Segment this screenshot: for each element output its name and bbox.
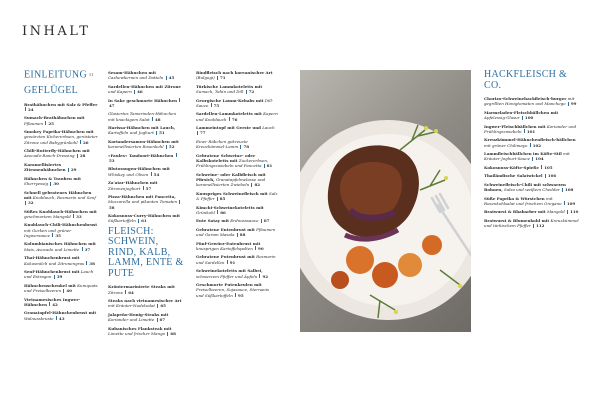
- page-number: 72: [248, 89, 255, 95]
- toc-entry[interactable]: [484, 218, 580, 229]
- recipe-title: Schnell gebratenes Hähnchen mit: [24, 189, 92, 200]
- recipe-title: Kolumbianisches Hähnchen mit: [24, 241, 96, 247]
- recipe-title: Brathähnchen mit Salz & Pfeffer: [24, 101, 98, 107]
- recipe-title: Fünf-Gewürz-Entenbrust mit: [196, 240, 261, 246]
- page-number: 109: [566, 200, 576, 206]
- page-number: 87: [263, 218, 270, 224]
- recipe-subtitle: Kreuzkümmel und türkischem Pfeffer: [484, 217, 579, 229]
- toc-entry[interactable]: [196, 227, 278, 238]
- recipe-subtitle: Salsa und weißem Cheddar: [504, 187, 560, 193]
- page-separator: [25, 107, 26, 111]
- recipe-title: Jalapeño-Honig-Steaks mit: [108, 311, 169, 317]
- page-separator: [166, 76, 167, 80]
- page-number: 91: [229, 259, 236, 265]
- recipe-subtitle: Kumquats und Preiselbeeren: [24, 282, 98, 294]
- page-separator: [259, 274, 260, 278]
- recipe-subtitle: Rosmarin und Sardellen: [196, 254, 276, 265]
- recipe-subtitle: Glasiertes Tamarinden-Hähnchen mit knackigem Salat: [108, 111, 177, 122]
- apricot: [372, 262, 398, 288]
- page-separator: [77, 154, 78, 158]
- page-number: 106: [547, 173, 557, 179]
- toc-entry[interactable]: [24, 148, 98, 159]
- apricot: [331, 271, 349, 289]
- page-separator: [68, 168, 69, 172]
- recipe-title: »Faules« Tandoori-Hähnchen: [108, 152, 174, 158]
- recipe-title: Ingwer-Fleischbällchen mit: [484, 123, 546, 129]
- toc-entry[interactable]: [108, 139, 184, 150]
- apricot: [398, 253, 422, 277]
- page-separator: [261, 219, 262, 223]
- page-separator: [179, 98, 180, 102]
- toc-column-4: [484, 70, 580, 232]
- toc-entry[interactable]: [108, 166, 184, 177]
- recipe-subtitle: Walnusskruste: [24, 315, 54, 321]
- page-number: 100: [524, 115, 534, 121]
- page-number: 81: [266, 163, 273, 169]
- page-number: 82: [254, 182, 261, 188]
- page-separator: [217, 76, 218, 80]
- recipe-title: Türkische Lammkoteletts mit: [196, 83, 263, 89]
- page-number: 47: [109, 102, 115, 108]
- toc-entry[interactable]: [24, 241, 98, 252]
- lamb-dish-illustration: [300, 70, 471, 332]
- toc-entry[interactable]: [484, 182, 580, 193]
- recipe-subtitle: Apfelessig-Glasur: [484, 115, 520, 121]
- recipe-subtitle: Lauch: [262, 125, 275, 131]
- toc-entry[interactable]: [196, 241, 278, 252]
- page-number: 65: [160, 303, 166, 309]
- section-heading: FLEISCH: SCHWEIN, RIND, KALB, LAMM, ENTE & PUTE: [108, 225, 184, 279]
- recipe-title: Schweinefleisch-Chili mit schwarzen Bohnen,: [484, 181, 566, 193]
- page-separator: [217, 210, 218, 214]
- toc-entry[interactable]: [108, 180, 184, 191]
- page-number: 110: [570, 209, 579, 215]
- toc-entry[interactable]: [108, 284, 184, 295]
- recipe-title: Harissa-Hähnchen mit Lauch,: [108, 125, 176, 131]
- recipe-subtitle: knusprigen Kartoffelspalten: [196, 245, 253, 251]
- recipe-title: Schweine- oder Kalbfleisch mit Pfirsich,: [196, 171, 266, 183]
- toc-entry[interactable]: [196, 84, 278, 95]
- page-number: 57: [145, 185, 152, 191]
- page-number: 85: [219, 196, 226, 202]
- recipe-title: Sesam-Hähnchen mit: [108, 70, 157, 75]
- page-number: 95: [238, 292, 244, 298]
- page-separator: [240, 145, 241, 149]
- recipe-subtitle: Pflaumen: [24, 120, 44, 126]
- page-separator: [246, 90, 247, 94]
- recipe-title: Za'atar-Hähnchen mit: [108, 180, 158, 186]
- recipe-title: Hähnchen & Trauben mit: [24, 175, 81, 181]
- toc-entry[interactable]: [196, 111, 278, 122]
- page-number: 30: [53, 181, 59, 187]
- page-number: 29: [70, 167, 77, 173]
- page-number: 58: [109, 204, 115, 210]
- page-number: 39: [56, 274, 63, 280]
- recipe-title: Sumach-Brathähnchen mit: [24, 115, 85, 121]
- recipe-subtitle: karamellisierten Rosenkohl: [108, 144, 164, 150]
- recipe-title: Kubanisches Flanksteak mit: [108, 325, 172, 331]
- toc-entry[interactable]: [24, 297, 98, 308]
- page-number: 61: [141, 218, 147, 224]
- recipe-subtitle: Mais, Avocado und Limette: [24, 246, 80, 252]
- section-heading: EINLEITUNG 11: [24, 69, 94, 81]
- page-separator: [197, 131, 198, 135]
- toc-entry[interactable]: [108, 326, 184, 337]
- recipe-subtitle: Salz & Pfeffer: [196, 190, 278, 202]
- page-number: 86: [220, 209, 226, 215]
- page-number: 25: [48, 120, 54, 126]
- page-separator: [138, 219, 139, 223]
- page-number: 77: [200, 130, 206, 136]
- recipe-subtitle: Granatapfelmelasse und karamellisierten Zwiebeln: [196, 177, 266, 188]
- page-separator: [524, 129, 525, 133]
- toc-entry[interactable]: [24, 102, 98, 113]
- page-number: 37: [84, 246, 91, 252]
- page-number: 40: [66, 288, 72, 294]
- page-number: 33: [76, 213, 82, 219]
- page-separator: [564, 201, 565, 205]
- page-separator: [568, 102, 569, 106]
- recipe-subtitle: Mangold: [546, 209, 565, 215]
- toc-entry[interactable]: [108, 84, 184, 95]
- page-separator: [533, 224, 534, 228]
- recipe-subtitle: mit grüner Chilimayo: [484, 142, 528, 148]
- toc-entry[interactable]: [196, 218, 278, 223]
- toc-entry[interactable]: [484, 209, 580, 214]
- apricot: [422, 235, 442, 255]
- toc-entry[interactable]: [196, 70, 278, 81]
- recipe-title: Bratwurst & Blumenkohl mit: [484, 217, 550, 223]
- page-separator: [125, 290, 126, 294]
- recipe-title: Gebratene Entenbrust mit: [196, 226, 255, 232]
- toc-column-1: [24, 70, 98, 324]
- recipe-subtitle: mit Kräuter-Joghurt-Sauce: [484, 151, 570, 162]
- recipe-subtitle: Dill-Sauce: [196, 97, 274, 108]
- page-number: 78: [243, 144, 250, 150]
- section-heading: HACKFLEISCH & CO.: [484, 69, 568, 91]
- page-separator: [217, 197, 218, 201]
- section-heading: GEFLÜGEL: [24, 85, 79, 97]
- toc-entry[interactable]: [484, 124, 580, 135]
- page-number: 32: [28, 200, 34, 206]
- toc-entry[interactable]: [196, 139, 278, 150]
- page-separator: [49, 302, 50, 306]
- page-number: 99: [570, 101, 577, 107]
- page-separator: [73, 214, 74, 218]
- page-number: 46: [137, 89, 143, 95]
- page-number: 64: [128, 289, 134, 295]
- page-separator: [45, 121, 46, 125]
- page-separator: [179, 200, 180, 204]
- page-title: INHALT: [22, 24, 91, 39]
- recipe-subtitle: Koriander und Frühlingszwiebeln: [484, 123, 577, 134]
- recipe-title: Gebratene Putenbrust mit: [196, 254, 255, 260]
- toc-entry[interactable]: [24, 269, 98, 280]
- recipe-subtitle: schwarzem Pfeffer und Äpfeln: [196, 273, 258, 279]
- page-separator: [545, 174, 546, 178]
- recipe-title: Karamellisiertes Zitronenhähnchen: [24, 161, 66, 173]
- recipe-subtitle: Kartoffeln und Joghurt: [108, 130, 154, 136]
- toc-entry[interactable]: [196, 268, 278, 279]
- toc-entry[interactable]: [108, 125, 184, 136]
- toc-entry[interactable]: [484, 173, 580, 178]
- toc-column-2: [108, 70, 184, 340]
- page-separator: [167, 332, 168, 336]
- page-separator: [56, 316, 57, 320]
- page-separator: [86, 261, 87, 265]
- toc-entry[interactable]: [196, 125, 278, 136]
- page-number: 54: [153, 171, 160, 177]
- page-number: 51: [159, 130, 165, 136]
- heading-page-number: 11: [88, 72, 94, 77]
- page-separator: [541, 165, 542, 169]
- toc-entry[interactable]: [484, 151, 580, 162]
- recipe-subtitle: Erdnusssauce: [230, 218, 259, 224]
- recipe-title: Geschmorte Putenkeulen mit: [196, 282, 262, 288]
- page-number: 102: [532, 142, 542, 148]
- page-number: 35: [55, 232, 61, 238]
- page-separator: [166, 145, 167, 149]
- page-separator: [522, 116, 523, 120]
- toc-entry[interactable]: [108, 213, 184, 224]
- page-number: 104: [535, 156, 544, 162]
- page-separator: [152, 117, 153, 121]
- page-separator: [25, 201, 26, 205]
- recipe-title: Knoblauch-Chili-Hähnchenbrust: [24, 222, 98, 228]
- page-number: 28: [79, 153, 86, 159]
- toc-entry[interactable]: [196, 254, 278, 265]
- recipe-title: Kokosnuss-Curry-Hähnchen mit: [108, 213, 180, 219]
- toc-entry[interactable]: [196, 153, 278, 169]
- recipe-title: Ente Satay mit: [196, 218, 229, 224]
- page-number: 38: [89, 260, 95, 266]
- toc-entry[interactable]: [24, 310, 98, 321]
- toc-entry[interactable]: [108, 153, 184, 164]
- recipe-title: Süßes Knoblauch-Hähnchen mit: [24, 208, 97, 214]
- recipe-title: Kräutermarinierte Steaks mit: [108, 284, 175, 290]
- toc-entry[interactable]: [24, 190, 98, 206]
- recipe-title: Thai-Hähnchenbrust mit: [24, 255, 80, 261]
- recipe-title: Kreuzkümmel-Hähnchenfleisch-bällchen: [484, 137, 576, 143]
- page-separator: [255, 246, 256, 250]
- toc-entry[interactable]: [196, 172, 278, 188]
- recipe-title: Rindfleisch nach koreanischer Art: [196, 70, 273, 75]
- recipe-subtitle: Lauch und Estragon: [24, 269, 94, 280]
- recipe-subtitle: Zitronenjoghurt: [108, 185, 141, 191]
- page-separator: [80, 140, 81, 144]
- toc-entry[interactable]: [108, 298, 184, 309]
- recipe-title: Vietnamesisches Ingwer-Hähnchen: [24, 296, 81, 307]
- toc-entry[interactable]: [196, 205, 278, 216]
- recipe-title: Knuspriges Schweinefleisch mit: [196, 190, 268, 196]
- page-separator: [157, 304, 158, 308]
- page-separator: [54, 275, 55, 279]
- recipe-subtitle: Kokosmilch und Zitronengras: [24, 260, 85, 266]
- recipe-subtitle: Sherryessig: [24, 181, 49, 187]
- page-separator: [156, 131, 157, 135]
- page-separator: [229, 117, 230, 121]
- recipe-title: Chili-Butterfly-Hähnchen mit: [24, 148, 90, 154]
- toc-entry[interactable]: [24, 209, 98, 220]
- page-separator: [52, 233, 53, 237]
- recipe-subtitle: mit gegrillten Honigtomaten und Manchego: [484, 96, 575, 107]
- page-number: 43: [58, 315, 65, 321]
- page-separator: [143, 186, 144, 190]
- page-number: 88: [239, 232, 246, 238]
- recipe-title: Hähnchenschenkel mit: [24, 282, 76, 288]
- toc-entry[interactable]: [108, 70, 184, 81]
- page-separator: [562, 188, 563, 192]
- food-photo: [300, 70, 471, 332]
- recipe-title: Chorizo-Schweinehackfleisch-burger: [484, 96, 567, 101]
- recipe-subtitle: Cashewkernen und Datteln: [108, 75, 164, 81]
- toc-entry[interactable]: [24, 115, 98, 126]
- toc-entry[interactable]: [24, 283, 98, 294]
- recipe-title: Georgische Lamm-Kebabs mit: [196, 97, 264, 103]
- page-number: 67: [159, 317, 166, 323]
- page-number: 108: [564, 187, 574, 193]
- page-separator: [235, 293, 236, 297]
- toc-entry[interactable]: [484, 96, 580, 107]
- page-separator: [532, 157, 533, 161]
- recipe-subtitle: mit Gurken und grüner Ingwersauce: [24, 227, 72, 238]
- page-separator: [134, 90, 135, 94]
- recipe-title: Marmeladen-Fleischbällchen mit: [484, 109, 559, 115]
- toc-entry[interactable]: [108, 98, 184, 109]
- page-separator: [264, 164, 265, 168]
- toc-entry[interactable]: [484, 137, 580, 148]
- toc-entry[interactable]: [484, 110, 580, 121]
- apricot: [346, 246, 374, 274]
- recipe-subtitle: Preiselbeeren, Sojasauce, Sternanis und Süßkartoffeln: [196, 287, 270, 298]
- recipe-subtitle: Limette und frischer Mango: [108, 331, 166, 337]
- recipe-subtitle: Mozzarella und pikanten Tomaten: [108, 199, 178, 205]
- toc-entry[interactable]: [484, 196, 580, 207]
- page-separator: [227, 260, 228, 264]
- page-number: 90: [258, 245, 264, 251]
- recipe-subtitle: Einer Rübchen gekreuzte Kreuzkümmel-Lamm: [196, 138, 248, 150]
- recipe-title: Gebratene Schweine- oder Kalbskoteletts mit: [196, 152, 256, 163]
- recipe-subtitle: und Kapern: [108, 89, 132, 95]
- toc-column-3: [196, 70, 278, 301]
- recipe-title: Schweinekoteletts mit Salbei,: [196, 268, 263, 274]
- page-separator: [50, 182, 51, 186]
- page-number: 52: [168, 144, 175, 150]
- toc-entry[interactable]: [24, 222, 98, 238]
- page-number: 45: [168, 75, 175, 81]
- page-number: 112: [536, 223, 545, 229]
- page-number: 48: [154, 116, 161, 122]
- page-number: 68: [170, 331, 176, 337]
- recipe-title: Bratwurst & Rhabarber mit: [484, 209, 546, 215]
- toc-entry[interactable]: [484, 165, 580, 170]
- page-separator: [176, 153, 177, 157]
- page-number: 75: [213, 102, 220, 108]
- recipe-subtitle: Zuckererbsen, Frühlingszwiebeln und Pancetta: [196, 157, 269, 169]
- recipe-title: Steaks nach vietnamesischer Art: [108, 298, 182, 304]
- recipe-subtitle: Kapern und Knoblauch: [196, 111, 278, 122]
- recipe-title: Granatapfel-Hähnchenbrust mit: [24, 310, 97, 316]
- recipe-title: Thailändische Salatwickel: [484, 173, 543, 179]
- toc-entry[interactable]: [108, 194, 184, 210]
- page-separator: [530, 143, 531, 147]
- recipe-subtitle: Avocado-Ranch-Dressing: [24, 153, 75, 159]
- toc-entry[interactable]: [196, 282, 278, 298]
- page-separator: [63, 289, 64, 293]
- recipe-subtitle: Grünkohl: [196, 209, 215, 215]
- recipe-title: Sardellen-Lammkoteletts mit: [196, 111, 262, 117]
- recipe-subtitle: Whiskey und Oliven: [108, 171, 149, 177]
- toc-entry[interactable]: [24, 255, 98, 266]
- recipe-title: Blutorangen-Hähnchen mit: [108, 166, 170, 172]
- recipe-title: Lammeintopf mit Gerste und: [196, 125, 261, 131]
- recipe-title: Senf-Hähnchenbrust mit: [24, 269, 80, 275]
- page-number: 101: [526, 128, 536, 134]
- toc-entry[interactable]: [108, 312, 184, 323]
- toc-entry[interactable]: [24, 162, 98, 173]
- page-separator: [211, 103, 212, 107]
- toc-entry[interactable]: [108, 111, 184, 122]
- recipe-subtitle: mit Kräuter-Nudelsalat: [108, 303, 156, 309]
- recipe-title: Smokey Paprika-Hähnchen mit: [24, 129, 94, 135]
- page-number: 53: [109, 157, 115, 163]
- recipe-subtitle: Süßkartoffeln: [108, 218, 136, 224]
- page-number: 76: [231, 116, 238, 122]
- recipe-subtitle: Koriander und Limette: [108, 317, 155, 323]
- page-separator: [151, 172, 152, 176]
- page-separator: [567, 210, 568, 214]
- recipe-title: Sardellen-Hähnchen mit Zitrone: [108, 83, 181, 89]
- recipe-subtitle: geschmortem Mangold: [24, 213, 71, 219]
- recipe-title: Pizza-Hähnchen mit Pancetta,: [108, 194, 176, 200]
- recipe-subtitle: Knoblauch, Rosmarin und Senf: [32, 194, 96, 200]
- recipe-subtitle: mit Rosenkohlsalat und frischem Oregano: [484, 195, 562, 206]
- recipe-title: In Sake geschmorte Hähnchen: [108, 97, 178, 103]
- page-number: 42: [52, 301, 58, 307]
- toc-entry[interactable]: [24, 129, 98, 145]
- recipe-title: Kimchi-Schweinekoteletts mit: [196, 204, 264, 210]
- page-number: 24: [28, 106, 34, 112]
- toc-entry[interactable]: [196, 98, 278, 109]
- recipe-subtitle: gewürzten Kichererbsen, gerösteter Zitrone und Babygrünkohl: [24, 134, 98, 145]
- page-number: 26: [82, 139, 89, 145]
- page-separator: [251, 183, 252, 187]
- page-separator: [157, 318, 158, 322]
- recipe-subtitle: (Bulgogi): [196, 75, 215, 81]
- toc-entry[interactable]: [196, 191, 278, 202]
- recipe-title: Lammfleischbällchen im Köfte-Stil: [484, 151, 562, 157]
- recipe-subtitle: Pflaumen und Garam Masala: [196, 226, 276, 238]
- recipe-title: Koriandersamen-Hähnchen mit: [108, 138, 179, 144]
- page-number: 92: [262, 273, 269, 279]
- recipe-subtitle: Sumach, Tahin und Dill: [196, 89, 244, 95]
- recipe-subtitle: Zitrone: [108, 289, 123, 295]
- page-separator: [82, 247, 83, 251]
- page-separator: [237, 233, 238, 237]
- recipe-title: Kokosnuss-Köfte-Spieße: [484, 164, 539, 170]
- page-number: 105: [544, 164, 553, 170]
- page-number: 71: [220, 75, 226, 81]
- recipe-title: Süße Paprika & Würstchen: [484, 195, 545, 201]
- toc-entry[interactable]: [24, 176, 98, 187]
